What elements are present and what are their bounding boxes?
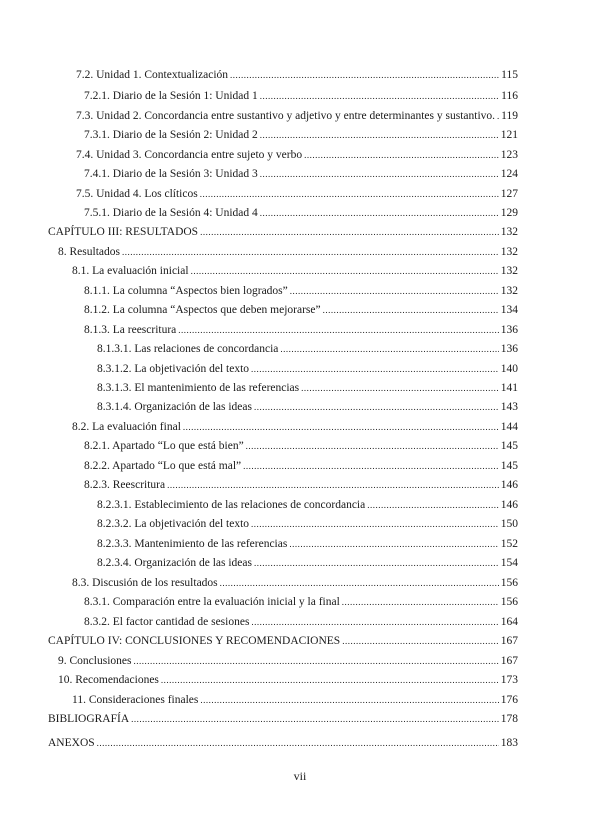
toc-entry (58, 245, 518, 259)
toc-entry (58, 673, 518, 687)
toc-entry-title: 8.1.2. La columna “Aspectos que deben mejorarse” (84, 304, 321, 316)
toc-entry-page: 143 (500, 401, 518, 413)
toc-entry-title: 8.2.2. Apartado “Lo que está mal” (84, 460, 242, 472)
toc-entry-page: 150 (500, 518, 518, 530)
toc-entry (97, 517, 518, 531)
toc-entry-page: 164 (500, 616, 518, 628)
toc-entry-title: 8. Resultados (58, 246, 120, 258)
dot-leader (304, 148, 499, 162)
toc-entry (84, 89, 518, 103)
toc-entry-title: 8.2.1. Apartado “Lo que está bien” (84, 440, 244, 452)
toc-entry-page: 178 (500, 713, 518, 725)
toc-entry-title: 7.5. Unidad 4. Los clíticos (76, 188, 198, 200)
dot-leader (246, 439, 499, 453)
toc-entry-page: 124 (500, 168, 518, 180)
toc-entry-page: 136 (500, 324, 518, 336)
toc-entry-page: 146 (500, 479, 518, 491)
toc-entry-title: 8.3.1.4. Organización de las ideas (97, 401, 252, 413)
toc-entry (84, 615, 518, 629)
toc-entry-title: 8.3.1. Comparación entre la evaluación inicial y la final (84, 596, 340, 608)
dot-leader (200, 187, 499, 201)
toc-entry (84, 459, 518, 473)
toc-entry-title: 7.2. Unidad 1. Contextualización (76, 69, 229, 81)
toc-entry-title: 8.3.2. El factor cantidad de sesiones (84, 616, 250, 628)
toc-entry (97, 381, 518, 395)
toc-entry (48, 634, 518, 648)
toc-entry (97, 400, 518, 414)
toc-entry (72, 693, 518, 707)
toc-entry-title: 8.1.1. La columna “Aspectos bien logrados” (84, 285, 288, 297)
dot-leader (220, 576, 499, 590)
toc-entry-title: 7.4. Unidad 3. Concordancia entre sujeto y verbo (76, 149, 303, 161)
toc-entry-page: 183 (500, 737, 518, 749)
toc-entry (72, 576, 518, 590)
dot-leader (280, 342, 498, 356)
toc-entry (76, 148, 518, 162)
toc-entry-page: 115 (501, 69, 518, 81)
toc-entry-page: 156 (500, 577, 518, 589)
toc-entry-title: 11. Consideraciones finales (72, 694, 199, 706)
toc-entry-page: 173 (500, 674, 518, 686)
toc-entry-title: BIBLIOGRAFÍA (48, 713, 130, 725)
toc-entry-page: 167 (500, 635, 518, 647)
toc-entry-page: 132 (500, 285, 518, 297)
toc-entry (76, 68, 518, 82)
dot-leader (254, 400, 499, 414)
toc-entry (48, 736, 518, 750)
toc-entry (84, 284, 518, 298)
toc-entry (97, 362, 518, 376)
toc-entry-page: 127 (500, 188, 518, 200)
dot-leader (342, 595, 499, 609)
dot-leader (342, 634, 499, 648)
toc-entry-page: 145 (500, 460, 518, 472)
dot-leader (178, 323, 498, 337)
toc-entry-title: 8.1.3.1. Las relaciones de concordancia (97, 343, 279, 355)
toc-entry-title: 7.5.1. Diario de la Sesión 4: Unidad 4 (84, 207, 258, 219)
toc-entry-page: 132 (500, 246, 518, 258)
toc-entry-page: 145 (500, 440, 518, 452)
toc-entry-title: 8.3.1.2. La objetivación del texto (97, 363, 250, 375)
toc-entry (84, 167, 518, 181)
toc-entry-page: 156 (500, 596, 518, 608)
toc-entry-page: 116 (501, 90, 518, 102)
toc-entry-page: 146 (500, 499, 518, 511)
toc-entry (97, 556, 518, 570)
dot-leader (260, 167, 499, 181)
toc-entry-page: 134 (500, 304, 518, 316)
dot-leader (289, 537, 498, 551)
toc-entry-page: 167 (500, 655, 518, 667)
toc-entry (48, 712, 518, 726)
toc-entry (84, 439, 518, 453)
toc-entry (84, 595, 518, 609)
toc-entry-title: CAPÍTULO IV: CONCLUSIONES Y RECOMENDACIONES (48, 635, 341, 647)
toc-entry-title: 7.3. Unidad 2. Concordancia entre sustantivo y adjetivo y entre determinantes y sustantivo. (76, 110, 496, 122)
toc-entry (84, 206, 518, 220)
toc-entry (48, 225, 518, 239)
dot-leader (323, 303, 499, 317)
toc-entry-title: 7.3.1. Diario de la Sesión 2: Unidad 2 (84, 129, 258, 141)
dot-leader (200, 225, 499, 239)
dot-leader (301, 381, 499, 395)
toc-entry-title: ANEXOS (48, 737, 95, 749)
dot-leader (200, 693, 498, 707)
dot-leader (133, 654, 498, 668)
dot-leader (97, 736, 499, 750)
toc-entry (76, 187, 518, 201)
dot-leader (131, 712, 499, 726)
toc-entry-page: 152 (500, 538, 518, 550)
dot-leader (243, 459, 499, 473)
toc-entry-title: 8.3.1.3. El mantenimiento de las referencias (97, 382, 300, 394)
toc-entry-title: 8.3. Discusión de los resultados (72, 577, 218, 589)
toc-entry-title: 7.4.1. Diario de la Sesión 3: Unidad 3 (84, 168, 258, 180)
dot-leader (122, 245, 499, 259)
dot-leader (254, 556, 499, 570)
dot-leader (251, 362, 499, 376)
dot-leader (260, 89, 499, 103)
toc-entry-title: 10. Recomendaciones (58, 674, 159, 686)
toc-entry-page: 141 (500, 382, 518, 394)
toc-entry (58, 654, 518, 668)
toc-entry-title: 8.2.3. Reescritura (84, 479, 166, 491)
toc-entry (84, 478, 518, 492)
toc-entry (72, 420, 518, 434)
dot-leader (230, 68, 499, 82)
toc-entry-title: CAPÍTULO III: RESULTADOS (48, 226, 199, 238)
toc-entry-page: 136 (500, 343, 518, 355)
toc-entry-title: 8.2.3.3. Mantenimiento de las referencias (97, 538, 288, 550)
toc-entry-title: 7.2.1. Diario de la Sesión 1: Unidad 1 (84, 90, 258, 102)
toc-entry-page: 140 (500, 363, 518, 375)
dot-leader (183, 420, 499, 434)
toc-entry-title: 9. Conclusiones (58, 655, 132, 667)
toc-entry-title: 8.2. La evaluación final (72, 421, 181, 433)
toc-entry-page: 119 (501, 110, 518, 122)
toc-entry (97, 498, 518, 512)
dot-leader (161, 673, 499, 687)
toc-entry-page: 132 (500, 265, 518, 277)
dot-leader (367, 498, 499, 512)
toc-entry-page: 132 (500, 226, 518, 238)
toc-entry-title: 8.1. La evaluación inicial (72, 265, 189, 277)
dot-leader (497, 109, 499, 123)
toc-entry (84, 323, 518, 337)
toc-entry (84, 128, 518, 142)
toc-entry (76, 109, 518, 123)
dot-leader (191, 264, 499, 278)
toc-entry-title: 8.2.3.1. Establecimiento de las relaciones de concordancia (97, 499, 366, 511)
dot-leader (260, 128, 499, 142)
toc-entry-page: 176 (500, 694, 518, 706)
toc-entry (84, 303, 518, 317)
toc-entry-page: 129 (500, 207, 518, 219)
toc-entry-page: 154 (500, 557, 518, 569)
dot-leader (251, 517, 499, 531)
dot-leader (251, 615, 498, 629)
dot-leader (290, 284, 499, 298)
toc-entry-page: 121 (500, 129, 518, 141)
toc-entry-title: 8.2.3.4. Organización de las ideas (97, 557, 252, 569)
toc-entry (97, 537, 518, 551)
toc-entry-page: 144 (500, 421, 518, 433)
toc-entry-title: 8.2.3.2. La objetivación del texto (97, 518, 250, 530)
dot-leader (260, 206, 499, 220)
toc-entry (97, 342, 518, 356)
toc-entry-title: 8.1.3. La reescritura (84, 324, 177, 336)
toc-entry-page: 123 (500, 149, 518, 161)
toc-entry (72, 264, 518, 278)
dot-leader (167, 478, 499, 492)
page-number: vii (293, 769, 307, 783)
